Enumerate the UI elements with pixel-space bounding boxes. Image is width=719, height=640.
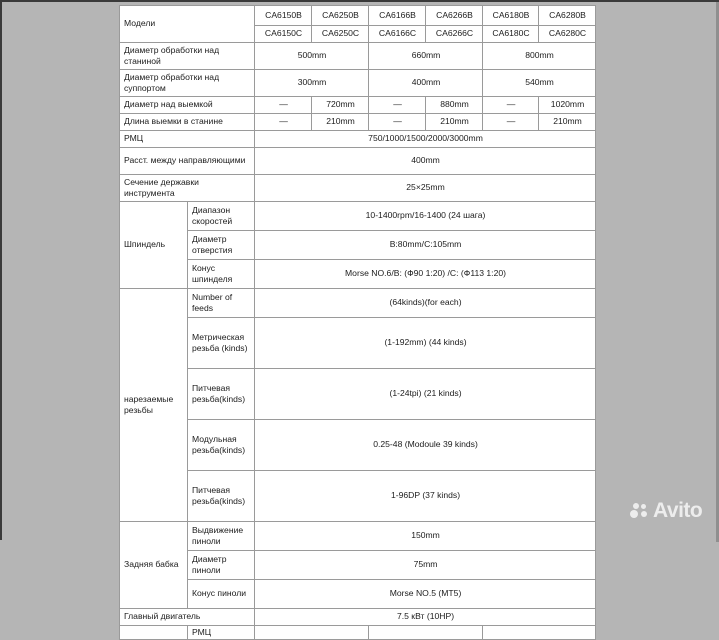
table-row-tool-shank-section: [120, 175, 596, 202]
avito-watermark-text: Avito: [653, 499, 703, 522]
model-cell: CA6250C: [312, 26, 369, 43]
subrow-label: Конус шпинделя: [188, 260, 255, 289]
subrow-label: Конус пиноли: [188, 580, 255, 609]
subrow-value: 0.25-48 (Modoule 39 kinds): [255, 420, 596, 471]
subrow-value: B:80mm/C:105mm: [255, 231, 596, 260]
model-cell: CA6266C: [426, 26, 483, 43]
subrow-value: (1-24tpi) (21 kinds): [255, 369, 596, 420]
row-value: 800mm: [483, 43, 596, 70]
table-row-number-of-feeds: [120, 289, 596, 318]
row-label: Диаметр обработки над станиной: [120, 43, 255, 70]
specification-table: [119, 5, 596, 640]
model-cell: CA6280C: [539, 26, 596, 43]
models-label: Модели: [120, 6, 255, 43]
subrow-label: Питчевая резьба(kinds): [188, 369, 255, 420]
subrow-value: Morse NO.5 (MT5): [255, 580, 596, 609]
subrow-value: Morse NO.6/B: (Ф90 1:20) /C: (Ф113 1:20): [255, 260, 596, 289]
model-cell: CA6150C: [255, 26, 312, 43]
table-row-module-thread: [120, 420, 596, 471]
table-row-swing-over-bed: [120, 43, 596, 70]
table-row-swing-in-gap: [120, 97, 596, 114]
row-value: 300mm: [255, 70, 369, 97]
row-label-partial-value: РМЦ: [188, 626, 255, 640]
group-label-tailstock: Задняя бабка: [120, 522, 188, 609]
subrow-value: 10-1400rpm/16-1400 (24 шага): [255, 202, 596, 231]
row-value: 540mm: [483, 70, 596, 97]
table-row-width-of-bed: [120, 148, 596, 175]
row-value: 660mm: [369, 43, 483, 70]
model-cell: CA6266B: [426, 6, 483, 26]
subrow-label: Метрическая резьба (kinds): [188, 318, 255, 369]
row-value: —: [483, 114, 539, 131]
subrow-value: (64kinds)(for each): [255, 289, 596, 318]
subrow-label: Выдвижение пиноли: [188, 522, 255, 551]
model-cell: CA6150B: [255, 6, 312, 26]
table-row-spindle-speed-range: [120, 202, 596, 231]
table-row-metric-thread: [120, 318, 596, 369]
row-value: 1020mm: [539, 97, 596, 114]
table-row-dp-thread: [120, 471, 596, 522]
subrow-value: 150mm: [255, 522, 596, 551]
row-value: 210mm: [539, 114, 596, 131]
row-value: 25×25mm: [255, 175, 596, 202]
row-value: —: [483, 97, 539, 114]
table-row-partial-bottom: [120, 626, 596, 640]
model-cell: CA6180C: [483, 26, 539, 43]
row-value: —: [255, 114, 312, 131]
group-label-threads: нарезаемые резьбы: [120, 289, 188, 522]
specification-document: [119, 5, 595, 640]
subrow-label: Number of feeds: [188, 289, 255, 318]
subrow-value: 75mm: [255, 551, 596, 580]
avito-logo-icon: [630, 503, 648, 519]
model-cell: CA6180B: [483, 6, 539, 26]
subrow-value: (1-192mm) (44 kinds): [255, 318, 596, 369]
row-label-partial: [120, 626, 188, 640]
subrow-label: Диапазон скоростей: [188, 202, 255, 231]
row-value: —: [369, 114, 426, 131]
row-label: Диаметр обработки над суппортом: [120, 70, 255, 97]
table-row-swing-over-carriage: [120, 70, 596, 97]
row-label: Длина выемки в станине: [120, 114, 255, 131]
group-label-spindle: Шпиндель: [120, 202, 188, 289]
row-value-partial: [369, 626, 483, 640]
row-label: Сечение державки инструмента: [120, 175, 255, 202]
row-value: 210mm: [426, 114, 483, 131]
subrow-label: Модульная резьба(kinds): [188, 420, 255, 471]
subrow-label: Диаметр отверстия: [188, 231, 255, 260]
row-label: Главный двигатель: [120, 609, 255, 626]
row-value: 750/1000/1500/2000/3000mm: [255, 131, 596, 148]
row-label: РМЦ: [120, 131, 255, 148]
table-row-spindle-bore: [120, 231, 596, 260]
table-row-models-b: [120, 6, 596, 26]
table-row-quill-travel: [120, 522, 596, 551]
avito-watermark: [630, 500, 702, 521]
row-value-partial: [255, 626, 369, 640]
table-row-main-motor: [120, 609, 596, 626]
table-row-inch-thread: [120, 369, 596, 420]
subrow-value: 1-96DP (37 kinds): [255, 471, 596, 522]
row-label: Расст. между направляющими: [120, 148, 255, 175]
table-row-quill-diameter: [120, 551, 596, 580]
table-row-spindle-taper: [120, 260, 596, 289]
row-value: —: [369, 97, 426, 114]
row-value: 400mm: [255, 148, 596, 175]
table-row-gap-length: [120, 114, 596, 131]
row-value: —: [255, 97, 312, 114]
row-label: Диаметр над выемкой: [120, 97, 255, 114]
model-cell: CA6250B: [312, 6, 369, 26]
model-cell: CA6280B: [539, 6, 596, 26]
row-value: 500mm: [255, 43, 369, 70]
row-value: 400mm: [369, 70, 483, 97]
table-row-quill-taper: [120, 580, 596, 609]
subrow-label: Питчевая резьба(kinds): [188, 471, 255, 522]
model-cell: CA6166C: [369, 26, 426, 43]
row-value: 720mm: [312, 97, 369, 114]
row-value: 210mm: [312, 114, 369, 131]
model-cell: CA6166B: [369, 6, 426, 26]
row-value: 7.5 кВт (10HP): [255, 609, 596, 626]
row-value-partial: [483, 626, 596, 640]
table-row-distance-between-centers: [120, 131, 596, 148]
row-value: 880mm: [426, 97, 483, 114]
subrow-label: Диаметр пиноли: [188, 551, 255, 580]
